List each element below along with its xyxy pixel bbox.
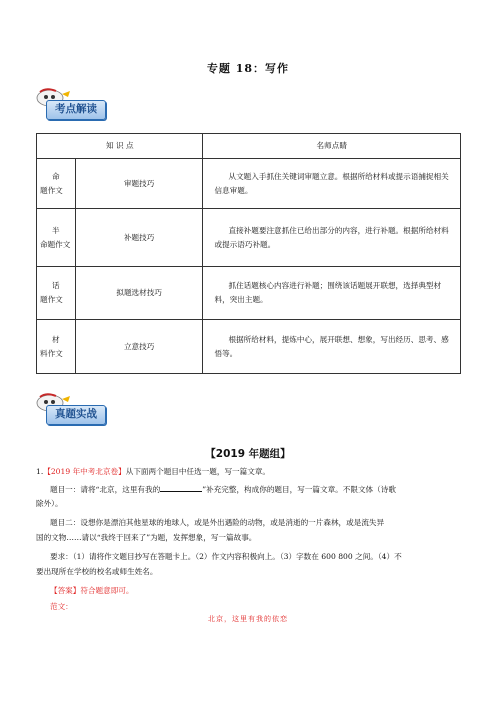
table-row [37,209,461,267]
table-header-knowledge: 知 识 点 [37,134,203,159]
section-badge-zhenti [34,393,124,433]
badge-label: 真题实战 [55,408,97,420]
question-source: 【2019 年中考北京卷】 [43,467,126,476]
tip-cell: 直接补题要注意抓住已给出部分的内容，进行补题。根据所给材料或提示语巧补题。 [203,209,461,267]
question-line: 1.【2019 年中考北京卷】从下面两个题目中任选一题，写一篇文章。 [36,467,271,476]
essay-type-cell: 半 命题作文 [37,209,76,267]
essay-type-cell: 话 题作文 [37,267,76,320]
topic-one-cont: 除外）。 [36,499,63,508]
sample-label: 范文： [50,602,73,611]
essay-type-cell: 材 料作文 [37,320,76,374]
table-row [37,159,461,209]
answer-line: 【答案】符合题意即可。 [50,586,134,595]
tip-cell: 根据所给材料，提炼中心，展开联想、想象，写出经历、思考、感悟等。 [203,320,461,374]
skill-cell: 补题技巧 [75,209,203,267]
requirements: 要求：（1）请将作文题目抄写在答题卡上。（2）作文内容积极向上。（3）字数在 600 800 之间。（4）不 [50,552,402,561]
essay-type-cell: 命 题作文 [37,159,76,209]
section-badge-kaodian [34,88,124,128]
topic-two: 题目二：设想你是漂泊其他星球的地球人，或是外出遇险的动物，或是消逝的一片森林，或是流失异 [50,518,385,527]
tip-cell: 抓住话题核心内容进行补题；围绕该话题展开联想，选择典型材料，突出主题。 [203,267,461,320]
tip-cell: 从文题入手抓住关键词审题立意。根据所给材料或提示语捕捉相关信息审题。 [203,159,461,209]
skill-cell: 审题技巧 [75,159,203,209]
fill-blank [160,482,202,492]
topic-one: 题目一：请将“北京，这里有我的 ”补充完整，构成你的题目，写一篇文章。不限文体（诗歌 [36,482,461,497]
skill-cell: 拟题选材技巧 [75,267,203,320]
table-row [37,267,461,320]
table-header-row [37,134,461,159]
knowledge-table [36,133,461,374]
year-heading: 【2019 年题组】 [205,448,291,460]
table-header-tips: 名师点睛 [203,134,461,159]
requirements-cont: 要出现所在学校的校名或师生姓名。 [36,567,158,576]
skill-cell: 立意技巧 [75,320,203,374]
table-row [37,320,461,374]
essay-title: 北京，这里有我的依恋 [208,615,288,623]
page-title: 专题 18：写作 [206,62,290,75]
topic-two-cont: 国的文物……请以“我终于回来了”为题，发挥想象，写一篇故事。 [36,533,257,542]
badge-label: 考点解读 [55,103,97,115]
